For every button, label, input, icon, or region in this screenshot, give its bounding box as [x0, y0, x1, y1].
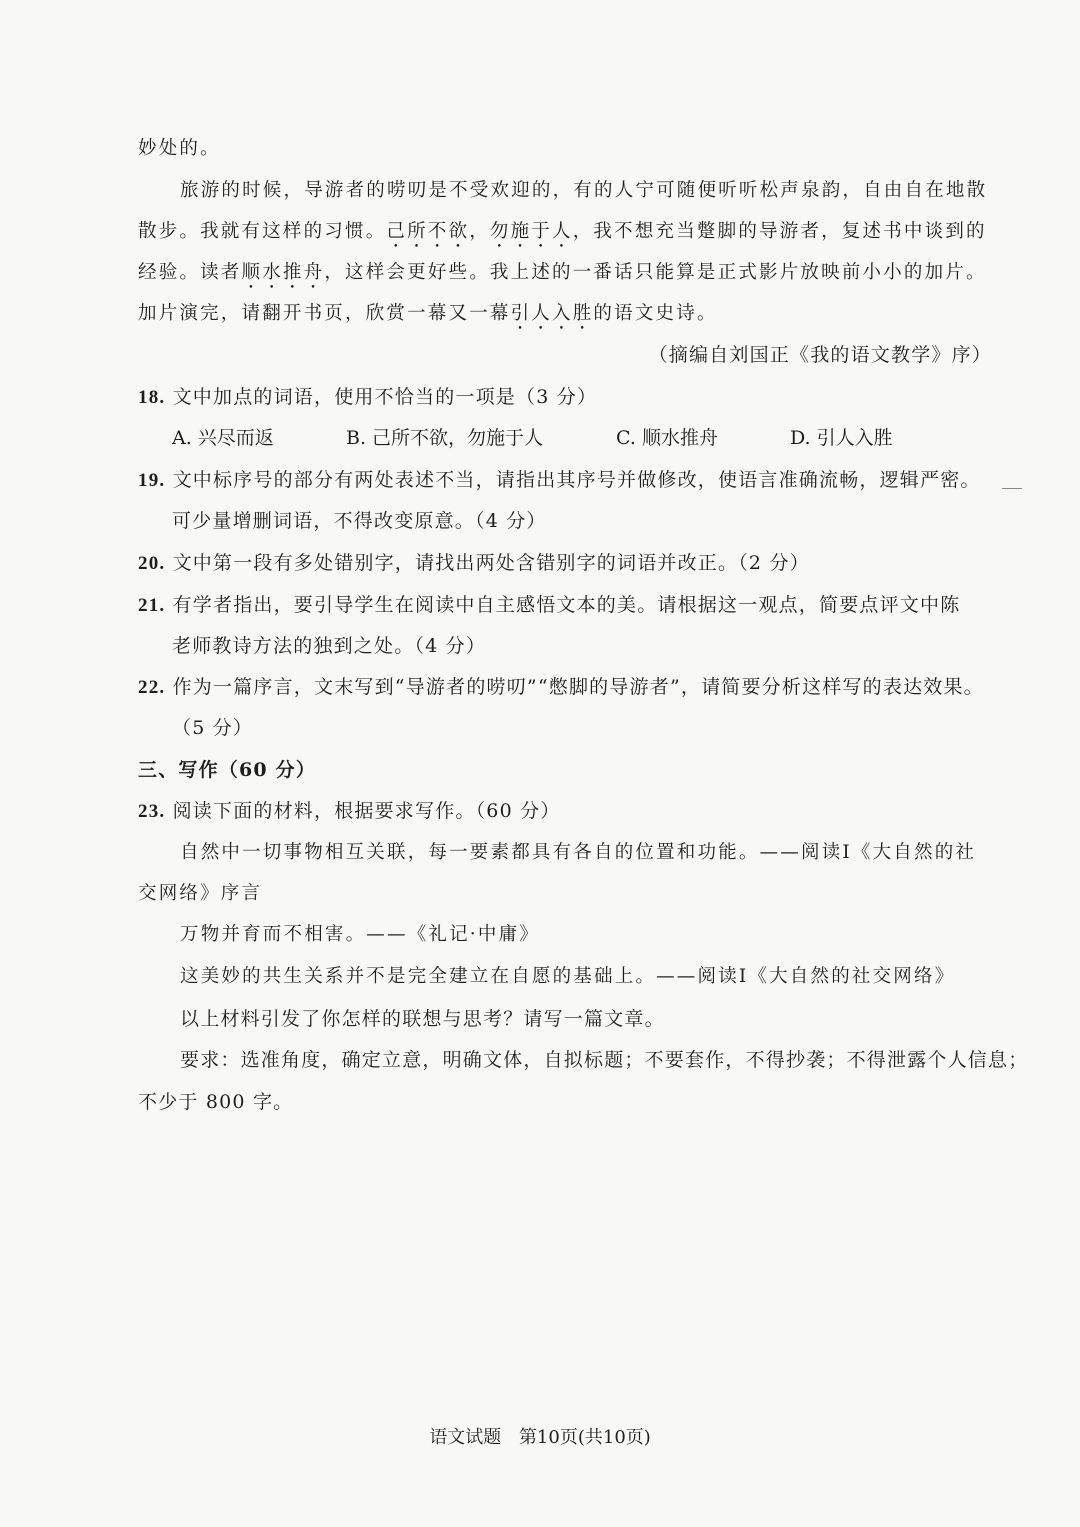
- question-19-cont: [172, 506, 1032, 536]
- passage-text: 旅游的时候，导游者的唠叨是不受欢迎的，有的人宁可随便听听松声泉韵，自由自在地散: [180, 180, 988, 201]
- question-text: 文中标序号的部分有两处表述不当，请指出其序号并做修改，使语言准确流畅，逻辑严密。: [172, 469, 981, 491]
- passage-source: [649, 340, 992, 370]
- passage-text: 散步。我就有这样的习惯。: [138, 221, 387, 242]
- question-21: [138, 590, 998, 621]
- option-b: B. 己所不欲，勿施于人: [346, 427, 544, 449]
- passage-text: 经验。读者: [138, 262, 242, 283]
- dotted-phrase: 己所不欲，勿施于人: [386, 221, 573, 242]
- requirement-text: 要求：选准角度，确定立意，明确文体，自拟标题；不要套作，不得抄袭；不得泄露个人信息；: [180, 1049, 1029, 1071]
- page-footer: [0, 1424, 1080, 1452]
- material-text: 交网络》序言: [138, 883, 263, 904]
- question-text: （5 分）: [172, 717, 254, 739]
- option-a: A. 兴尽而返: [172, 427, 274, 449]
- question-text: 文中加点的词语，使用不恰当的一项是（3 分）: [172, 386, 598, 408]
- section-title: [138, 755, 998, 785]
- question-number: 18.: [138, 387, 166, 408]
- option-d: D. 引人入胜: [790, 427, 893, 449]
- section-title-text: 三、写作（60 分）: [138, 759, 317, 781]
- prompt-text: 以上材料引发了你怎样的联想与思考？请写一篇文章。: [180, 1008, 665, 1030]
- material-3: [180, 962, 1040, 992]
- question-text: 作为一篇序言，文末写到“导游者的唠叨”“憋脚的导游者”，请简要分析这样写的表达效果。: [172, 676, 984, 698]
- question-text: 老师教诗方法的独到之处。（4 分）: [172, 635, 487, 657]
- passage-text: 的语文史诗。: [593, 303, 718, 324]
- question-20: [138, 548, 998, 579]
- writing-requirements-cont: [138, 1087, 998, 1117]
- material-text: 这美妙的共生关系并不是完全建立在自愿的基础上。——阅读Ⅰ《大自然的社交网络》: [180, 966, 956, 987]
- question-number: 19.: [138, 470, 166, 491]
- material-text: 自然中一切事物相互关联，每一要素都具有各自的位置和功能。——阅读Ⅰ《大自然的社: [180, 842, 977, 863]
- option-c: C. 顺水推舟: [616, 427, 718, 449]
- question-text: 文中第一段有多处错别字，请找出两处含错别字的词语并改正。（2 分）: [172, 552, 810, 574]
- footer-page-number: 第10页(共10页): [518, 1427, 651, 1448]
- source-text: （摘编自刘国正《我的语文教学》序）: [648, 344, 992, 366]
- passage-line: [180, 176, 1040, 206]
- question-number: 23.: [138, 801, 166, 822]
- question-number: 21.: [138, 595, 166, 616]
- passage-text: 妙处的。: [138, 138, 221, 159]
- material-1: [180, 838, 1040, 868]
- footer-subject: 语文试题: [429, 1427, 502, 1448]
- writing-prompt: [180, 1004, 1040, 1034]
- question-text: 可少量增删词语，不得改变原意。（4 分）: [172, 510, 547, 532]
- question-19: [138, 465, 998, 496]
- dotted-phrase: 引人入胜: [510, 303, 594, 324]
- requirement-text: 不少于 800 字。: [138, 1091, 294, 1113]
- passage-line: [138, 217, 998, 252]
- material-text: 万物并育而不相害。——《礼记·中庸》: [180, 924, 540, 945]
- question-22-cont: [172, 713, 1032, 743]
- passage-text: 加片演完，请翻开书页，欣赏一幕又一幕: [138, 303, 511, 324]
- passage-text: ，我不想充当蹩脚的导游者，复述书中谈到的: [572, 221, 987, 242]
- passage-text: ，这样会更好些。我上述的一番话只能算是正式影片放映前小小的加片。: [324, 262, 987, 283]
- question-number: 20.: [138, 553, 166, 574]
- material-1-cont: [138, 879, 998, 909]
- writing-requirements: [180, 1045, 1040, 1075]
- question-21-cont: [172, 631, 1032, 661]
- question-number: 22.: [138, 677, 166, 698]
- scan-mark: [1002, 488, 1022, 489]
- question-22: [138, 672, 998, 703]
- passage-line: [138, 258, 998, 293]
- question-23: [138, 796, 998, 827]
- passage-line: [138, 299, 998, 334]
- question-text: 阅读下面的材料，根据要求写作。（60 分）: [172, 800, 561, 822]
- question-18: [138, 382, 998, 413]
- passage-line: [138, 134, 998, 164]
- material-2: [180, 920, 1040, 950]
- dotted-phrase: 顺水推舟: [241, 262, 325, 283]
- question-text: 有学者指出，要引导学生在阅读中自主感悟文本的美。请根据这一观点，简要点评文中陈: [172, 594, 961, 616]
